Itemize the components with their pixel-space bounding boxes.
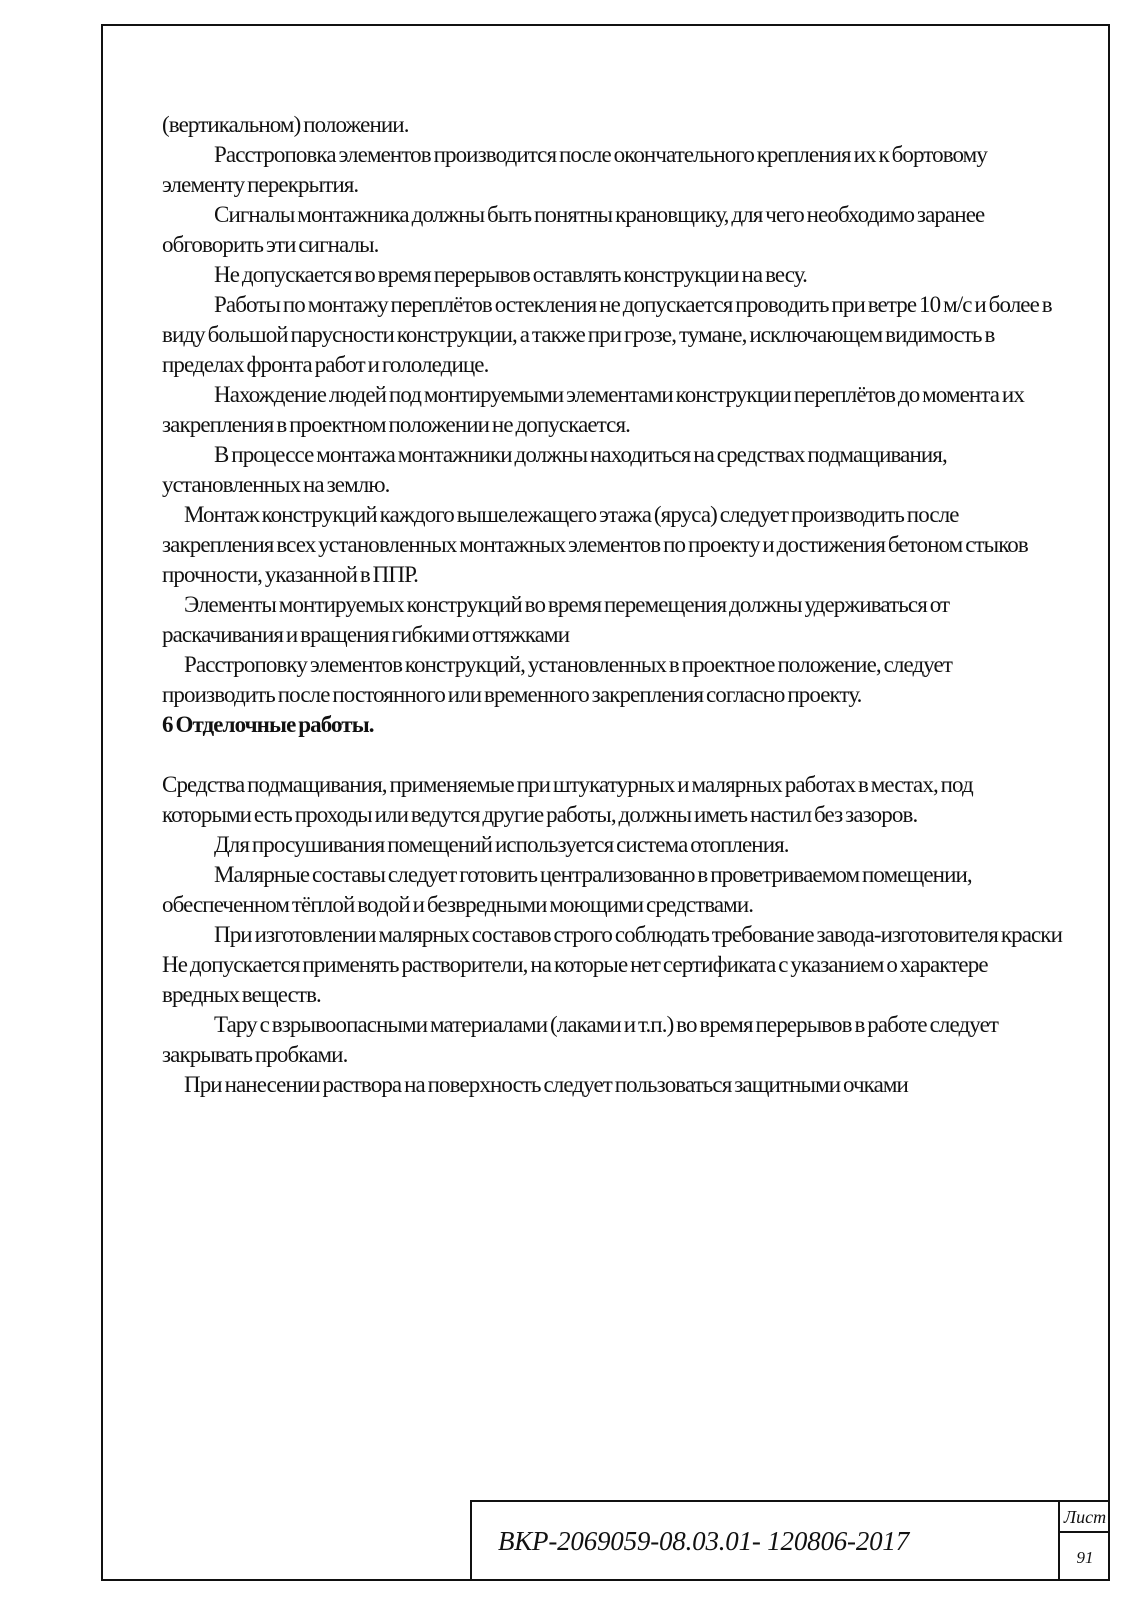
paragraph: Малярные составы следует готовить централизованно в проветриваемом помещении, обеспеченном тёплой водой и безвредными моющими средствами. <box>162 862 972 917</box>
paragraph: Расстроповку элементов конструкций, установленных в проектное положение, следует производить после постоянного или временного закрепления согласно проекту. <box>162 652 953 707</box>
paragraph: Расстроповка элементов производится после окончательного крепления их к бортовому элементу перекрытия. <box>162 142 987 197</box>
paragraph: Средства подмащивания, применяемые при штукатурных и малярных работах в местах, под которыми есть проходы или ведутся другие работы, должны иметь настил без зазоров. <box>162 772 973 827</box>
sheet-label: Лист <box>1060 1502 1110 1533</box>
paragraph: Нахождение людей под монтируемыми элементами конструкции переплётов до момента их закрепления в проектном положении не допускается. <box>162 382 1024 437</box>
document-code: ВКР-2069059-08.03.01- 120806-2017 <box>498 1526 910 1556</box>
document-body <box>162 110 1062 1100</box>
paragraph: Сигналы монтажника должны быть понятны крановщику, для чего необходимо заранее обговорить эти сигналы. <box>162 202 985 257</box>
paragraph: (вертикальном) положении. <box>162 112 409 137</box>
title-block <box>470 1500 1110 1581</box>
paragraph: В процессе монтажа монтажники должны находиться на средствах подмащивания, установленных на землю. <box>162 442 947 497</box>
paragraph: Работы по монтажу переплётов остекления не допускается проводить при ветре 10 м/с и более в виду большой парусности конструкции, а также при грозе, тумане, исключающем видимость в пределах фронта работ и гололедице. <box>162 292 1052 377</box>
paragraph: Тару с взрывоопасными материалами (лаками и т.п.) во время перерывов в работе следует закрывать пробками. <box>162 1012 999 1067</box>
paragraph: Монтаж конструкций каждого вышележащего этажа (яруса) следует производить после закрепления всех установленных монтажных элементов по проекту и достижения бетоном стыков прочности, указанной в ППР. <box>162 502 1028 587</box>
section-heading: 6 Отделочные работы. <box>162 712 374 737</box>
paragraph: При нанесении раствора на поверхность следует пользоваться защитными очками <box>184 1072 908 1097</box>
paragraph: Для просушивания помещений используется система отопления. <box>214 832 789 857</box>
paragraph: Элементы монтируемых конструкций во время перемещения должны удерживаться от раскачивания и вращения гибкими оттяжками <box>162 592 950 647</box>
sheet-number: 91 <box>1076 1548 1094 1567</box>
sheet-cell <box>1058 1502 1110 1581</box>
paragraph: При изготовлении малярных составов строго соблюдать требование завода-изготовителя краски Не допускается применять растворители, на которые нет сертификата с указанием о характере вредных веществ. <box>162 922 1062 1007</box>
paragraph: Не допускается во время перерывов оставлять конструкции на весу. <box>214 262 807 287</box>
